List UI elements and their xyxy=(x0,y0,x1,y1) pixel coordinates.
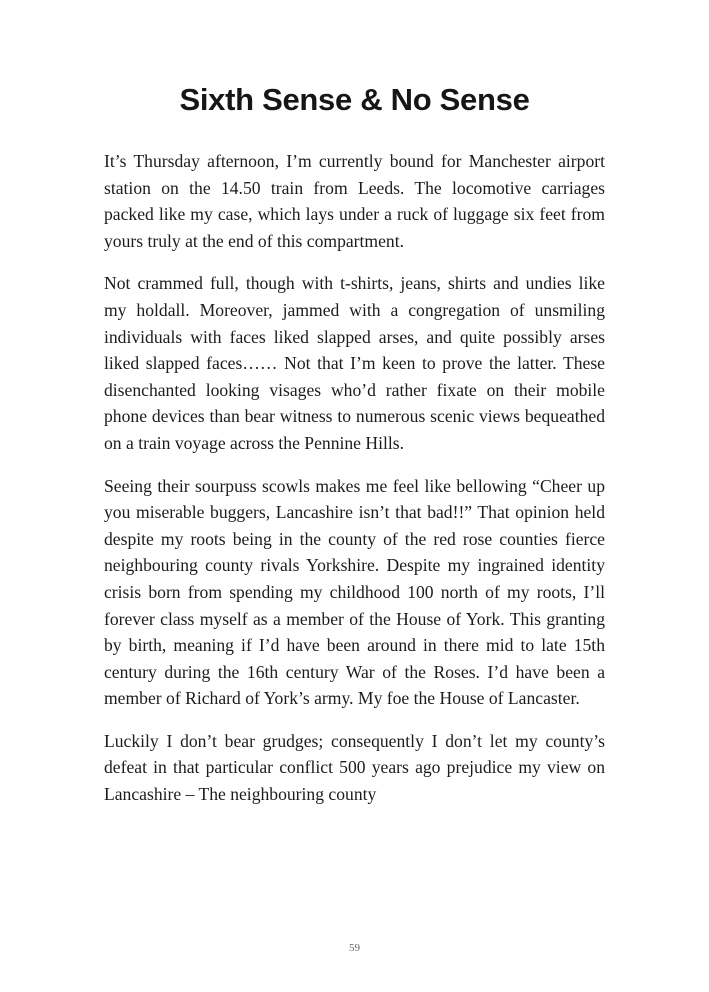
paragraph-1: It’s Thursday afternoon, I’m currently bound for Manchester airport station on the 14.50 train from Leeds. The locomotive carriages packed like my case, which lays under a ruck of luggage six feet from yours truly at the end of this compartment. xyxy=(104,151,605,251)
paragraph-3: Seeing their sourpuss scowls makes me feel like bellowing “Cheer up you miserable buggers, Lancashire isn’t that bad!!” That opinion held despite my roots being in the county of the red rose counties fierce neighbouring county rivals Yorkshire. Despite my ingrained identity crisis born from spending my childhood 100 north of my roots, I’ll forever class myself as a member of the House of York. This granting by birth, meaning if I’d have been around in there mid to late 15th century during the 16th century War of the Roses. I’d have been a member of Richard of York’s army. My foe the House of Lancaster. xyxy=(104,475,605,709)
paragraph-4: Luckily I don’t bear grudges; consequently I don’t let my county’s defeat in that particular conflict 500 years ago prejudice my view on Lancashire – The neighbouring county xyxy=(104,730,605,805)
paragraph-2: Not crammed full, though with t-shirts, jeans, shirts and undies like my holdall. Moreover, jammed with a congregation of unsmiling individuals with faces liked slapped arses, and quite possibly arses liked slapped faces…… Not that I’m keen to prove the latter. These disenchanted looking visages who’d rather fixate on their mobile phone devices than bear witness to numerous scenic views bequeathed on a train voyage across the Pennine Hills. xyxy=(104,273,605,453)
body-text xyxy=(104,148,605,824)
page-number: 59 xyxy=(349,942,360,954)
chapter-title: Sixth Sense & No Sense xyxy=(179,82,530,117)
